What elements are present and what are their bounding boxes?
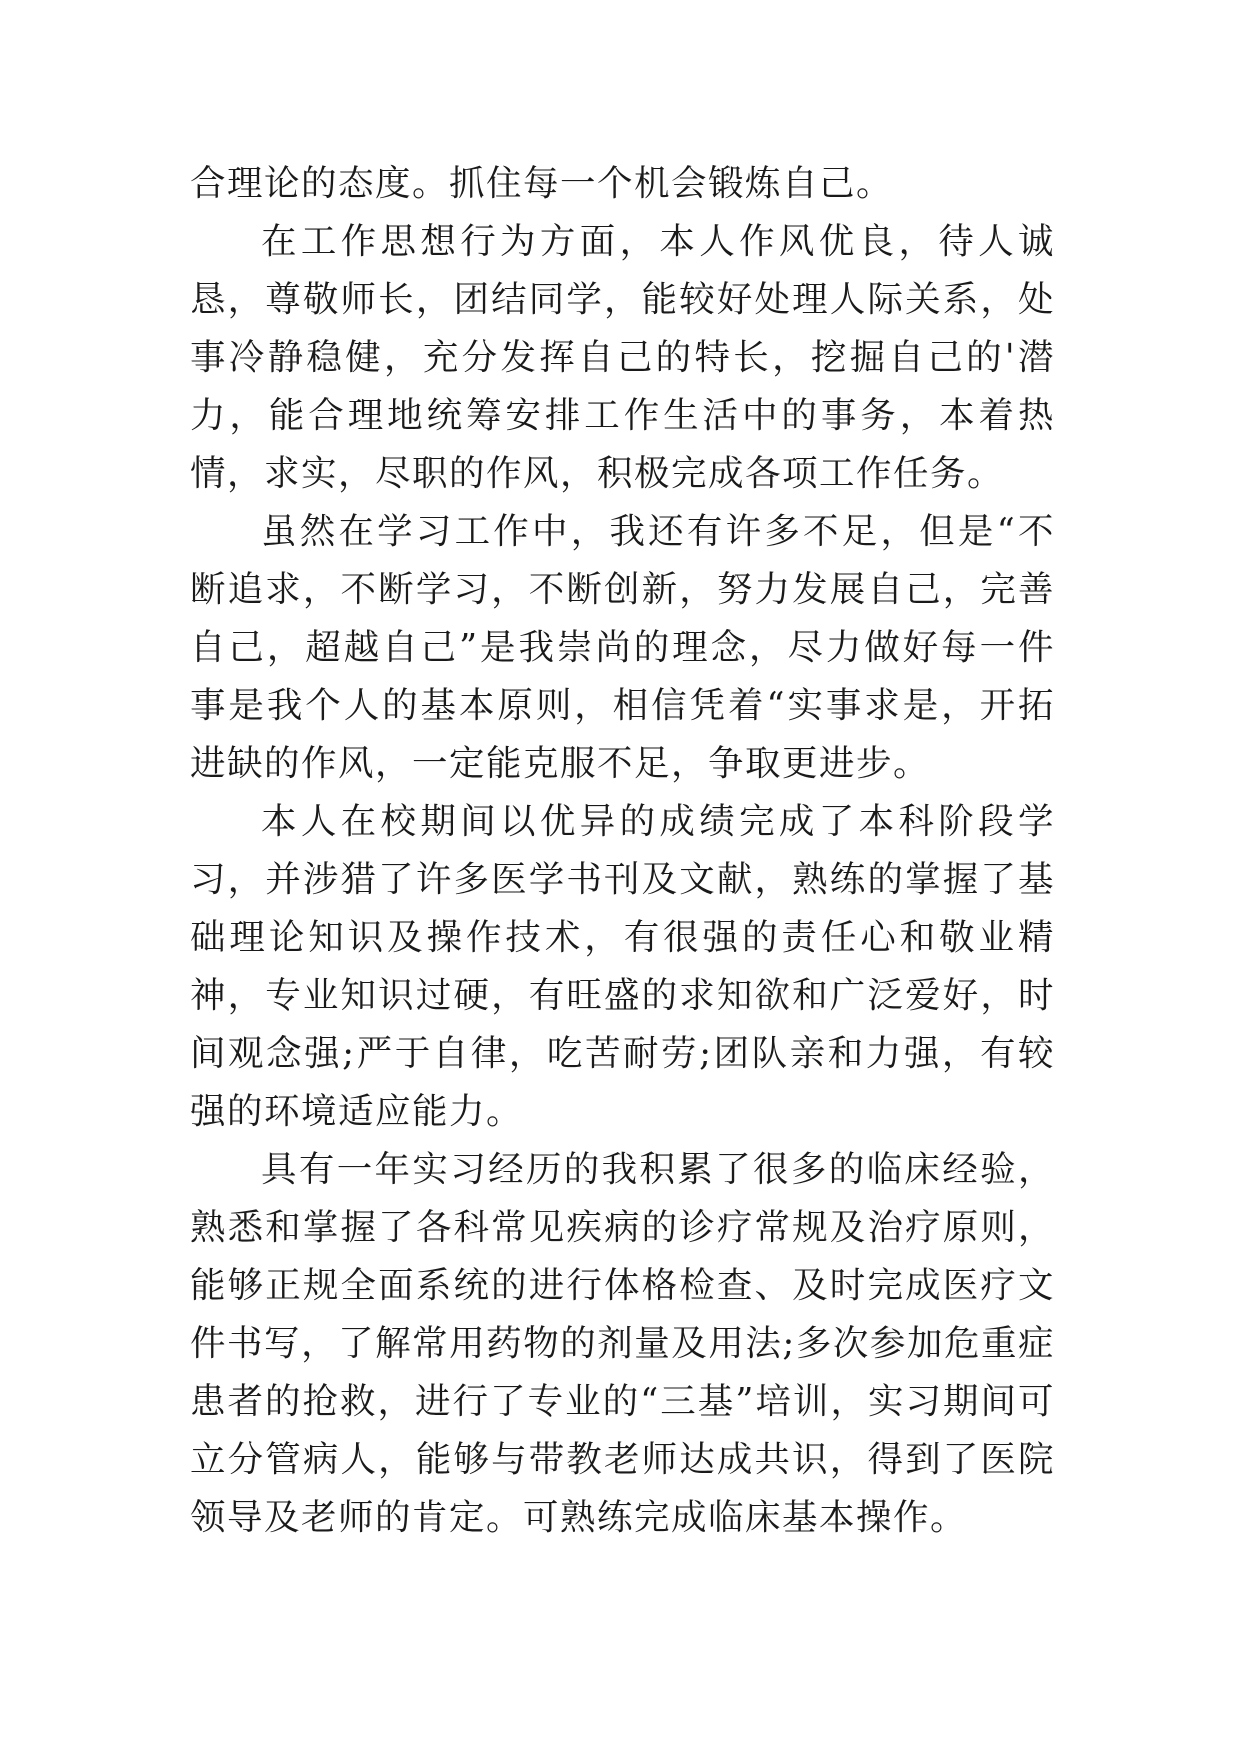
paragraph-shortcomings: 虽然在学习工作中，我还有许多不足，但是“不断追求，不断学习，不断创新，努力发展自己，完善自己，超越自己”是我崇尚的理念，尽力做好每一件事是我个人的基本原则，相信凭着“实事求是，开拓进缺的作风，一定能克服不足，争取更进步。 (190, 511, 1055, 784)
paragraph-work-conduct: 在工作思想行为方面，本人作风优良，待人诚恳，尊敬师长，团结同学，能较好处理人际关系，处事冷静稳健，充分发挥自己的特长，挖掘自己的'潜力，能合理地统筹安排工作生活中的事务，本着热情，求实，尽职的作风，积极完成各项工作任务。 (190, 221, 1055, 494)
paragraph-continuation: 合理论的态度。抓住每一个机会锻炼自己。 (190, 163, 894, 204)
document-body (190, 155, 1055, 1547)
paragraph-internship: 具有一年实习经历的我积累了很多的临床经验，熟悉和掌握了各科常见疾病的诊疗常规及治疗原则，能够正规全面系统的进行体格检查、及时完成医疗文件书写，了解常用药物的剂量及用法;多次参加危重症患者的抢救，进行了专业的“三基”培训，实习期间可立分管病人，能够与带教老师达成共识，得到了医院领导及老师的肯定。可熟练完成临床基本操作。 (190, 1149, 1055, 1538)
paragraph-study: 本人在校期间以优异的成绩完成了本科阶段学习，并涉猎了许多医学书刊及文献，熟练的掌握了基础理论知识及操作技术，有很强的责任心和敬业精神，专业知识过硬，有旺盛的求知欲和广泛爱好，时间观念强;严于自律，吃苦耐劳;团队亲和力强，有较强的环境适应能力。 (190, 801, 1055, 1132)
